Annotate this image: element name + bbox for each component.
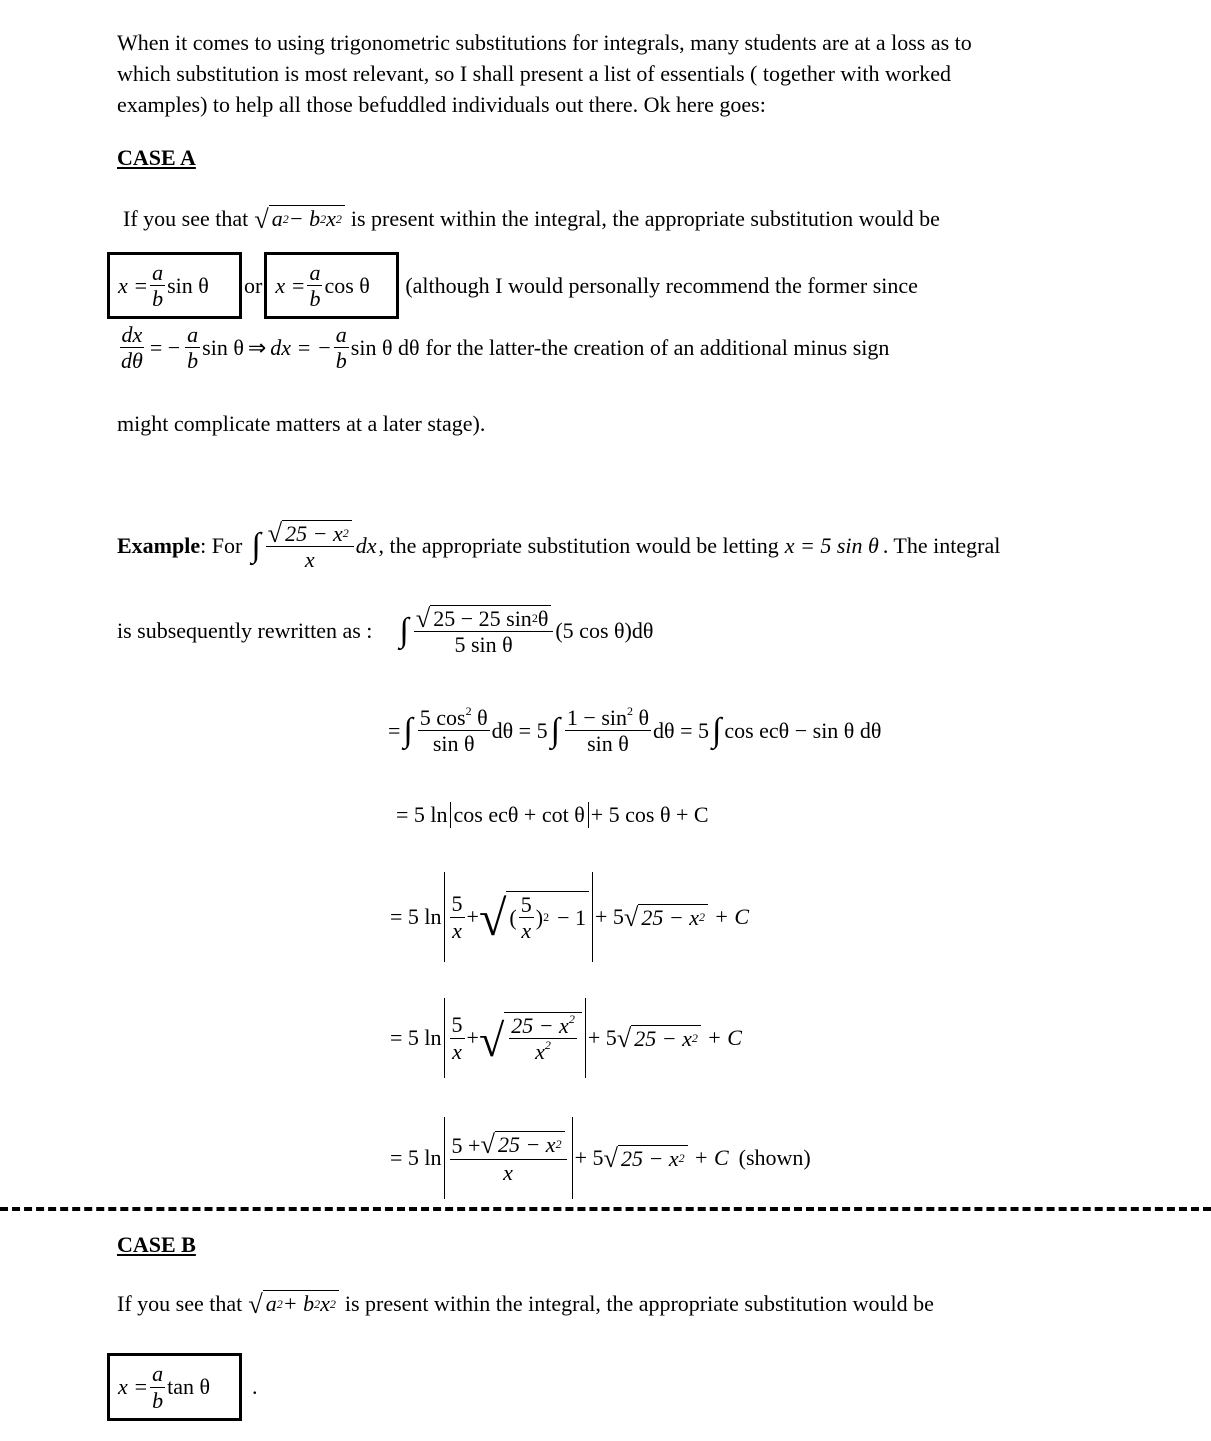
math-text: 2	[276, 1296, 283, 1311]
math-text: + 5	[587, 1025, 617, 1050]
math-text: x	[320, 1291, 330, 1316]
math-fragment: √	[478, 1015, 505, 1067]
math-text: 25 − x	[634, 1025, 692, 1051]
math-fragment	[150, 260, 165, 312]
text: If you see that	[123, 205, 249, 231]
math-fragment: ( $\frac{5}{x}$ ) 2 − 1	[506, 891, 589, 944]
math-text: 25 − x	[641, 904, 700, 930]
math-text: 2	[543, 910, 550, 924]
math-text: a	[335, 322, 347, 347]
math-text: a	[152, 1361, 164, 1387]
math-text: θ	[633, 705, 650, 730]
math-fragment	[263, 1290, 339, 1317]
math-text: θ	[537, 606, 549, 632]
math-text: cos ecθ − sin θ dθ	[724, 717, 882, 743]
math-text: θ	[471, 705, 488, 730]
math-text: + C	[714, 904, 750, 929]
math-text: x = 5 sin θ	[784, 533, 879, 559]
math-text: a	[152, 259, 164, 285]
math-fragment	[418, 705, 490, 757]
math-fragment	[624, 904, 708, 931]
step-line-3	[390, 872, 749, 962]
math-text: 25 − x	[620, 1145, 679, 1171]
math-fragment	[565, 705, 651, 757]
math-text: 2	[699, 910, 706, 924]
math-fragment	[603, 1145, 687, 1172]
math-text: +	[466, 1025, 479, 1050]
math-text: a	[309, 259, 321, 285]
math-fragment	[444, 998, 586, 1078]
math-fragment: √	[616, 1023, 632, 1054]
math-text: cos ecθ + cot θ	[450, 802, 589, 828]
math-text: x	[304, 547, 315, 573]
math-fragment: √	[480, 1129, 495, 1160]
math-text: 2	[544, 1038, 551, 1052]
derivative-line	[117, 322, 889, 374]
case-a-condition	[123, 205, 940, 232]
case-a-substitutions	[107, 252, 918, 319]
math-text: dθ = 5	[491, 717, 548, 743]
math-text: + C	[706, 1025, 742, 1050]
math-text: 5 +	[451, 1133, 481, 1159]
math-text: ∫	[403, 711, 413, 749]
math-text: : For	[200, 533, 243, 559]
math-text: = 5 ln	[390, 904, 442, 929]
math-fragment	[479, 1012, 582, 1065]
math-text: 2	[342, 525, 349, 540]
math-text: 25 − x	[497, 1132, 556, 1158]
math-fragment	[509, 1013, 577, 1039]
math-text: 5	[451, 1012, 463, 1038]
step-line-5	[390, 1117, 811, 1199]
math-text: a	[271, 206, 283, 231]
math-text: =	[388, 717, 401, 743]
text: (although I would personally recommend the former since	[405, 272, 918, 298]
math-text: 1 − sin	[566, 705, 627, 730]
math-text: 2	[314, 1296, 321, 1311]
intro-line: examples) to help all those befuddled individuals out there. Ok here goes:	[117, 92, 766, 117]
math-text: + b	[282, 1291, 315, 1316]
math-fragment	[618, 1145, 688, 1172]
math-text: 2	[678, 1151, 685, 1165]
step-line-1	[388, 705, 881, 757]
math-text: dx	[121, 322, 143, 347]
math-text: x	[535, 1039, 545, 1064]
math-fragment	[444, 872, 593, 962]
math-text: 2	[465, 704, 472, 718]
math-text: ⇒	[247, 334, 267, 360]
math-text: b	[335, 348, 347, 374]
math-text: + 5	[594, 904, 624, 929]
math-text: 25 − x	[511, 1012, 569, 1038]
math-text: If you see that	[117, 1290, 243, 1316]
math-text: ∫	[251, 527, 261, 565]
math-text: ∫	[399, 612, 409, 650]
math-fragment	[533, 1039, 553, 1064]
math-fragment	[519, 892, 534, 944]
math-fragment	[282, 520, 352, 546]
math-text: x =	[118, 1374, 149, 1399]
math-text: + C	[693, 1145, 729, 1170]
math-text: = 5 ln	[390, 1025, 442, 1050]
math-fragment: √	[248, 1288, 263, 1319]
math-text: b	[152, 286, 164, 311]
example-line	[117, 520, 1000, 573]
math-fragment: √	[478, 890, 507, 947]
math-fragment	[414, 605, 554, 632]
math-text: 5 cos	[419, 705, 466, 730]
math-fragment	[150, 1361, 165, 1413]
substitution-box-cos	[264, 252, 399, 319]
math-fragment	[444, 1117, 573, 1199]
math-text: 5	[520, 891, 532, 917]
math-text: b	[187, 348, 199, 374]
math-fragment	[450, 1131, 567, 1185]
step-line-2	[396, 802, 709, 828]
math-text: ∫	[550, 711, 560, 749]
math-text: dθ	[121, 348, 143, 374]
math-text: = 5 ln	[396, 802, 448, 827]
math-text: 2	[282, 211, 289, 226]
math-text: x	[503, 1159, 513, 1185]
math-text: 5	[451, 891, 463, 917]
math-text: = 5 ln	[390, 1145, 442, 1170]
math-text: x	[452, 1038, 462, 1064]
math-text: 2	[335, 211, 342, 226]
math-fragment: √	[254, 203, 269, 234]
math-fragment	[504, 1012, 582, 1065]
math-text: (shown)	[738, 1145, 811, 1170]
math-text: 2	[568, 1011, 575, 1026]
math-text: dθ = 5	[653, 717, 709, 743]
case-a-heading: CASE A	[117, 145, 196, 170]
radical-expression	[248, 1290, 339, 1317]
text: is present within the integral, the appropriate substitution would be	[350, 205, 940, 231]
math-fragment	[638, 904, 708, 931]
math-text: 2	[555, 1137, 562, 1151]
math-fragment	[307, 260, 322, 312]
math-text: x	[452, 917, 462, 943]
step-line-4	[390, 998, 742, 1078]
intro-line: When it comes to using trigonometric substitutions for integrals, many students are at a loss as to	[117, 30, 972, 55]
math-text: 2	[320, 211, 327, 226]
math-text: sin θ	[202, 334, 244, 360]
section-divider	[0, 1207, 1211, 1211]
math-text: 2	[329, 1296, 336, 1311]
math-text: +	[466, 904, 479, 929]
math-fragment: √	[603, 1143, 618, 1174]
radical-expression	[254, 205, 345, 232]
text: or	[244, 272, 263, 298]
math-text: − b	[288, 206, 321, 231]
math-text: is subsequently rewritten as :	[117, 618, 373, 644]
substitution-box-tan	[107, 1353, 242, 1421]
math-fragment	[631, 1025, 701, 1052]
substitution-box-sin	[107, 252, 242, 319]
case-b-heading: CASE B	[117, 1232, 196, 1257]
math-fragment	[266, 520, 354, 573]
intro-line: which substitution is most relevant, so I shall present a list of essentials ( together with worked	[117, 61, 952, 86]
math-text: ∫	[712, 711, 722, 749]
rewrite-line	[117, 605, 653, 658]
math-text: , the appropriate substitution would be letting	[378, 533, 779, 559]
math-fragment	[430, 605, 551, 631]
math-fragment	[450, 1131, 567, 1159]
math-fragment	[269, 205, 345, 232]
math-text: sin θ dθ	[350, 334, 420, 360]
math-text: x =	[275, 272, 306, 298]
math-fragment: √	[623, 902, 639, 933]
math-text: a	[265, 1291, 277, 1316]
math-fragment: √	[415, 603, 431, 633]
math-text: a	[187, 322, 199, 347]
math-fragment	[495, 1131, 565, 1157]
math-fragment	[480, 1129, 564, 1160]
math-fragment	[414, 605, 554, 658]
math-fragment	[185, 322, 200, 374]
math-fragment	[266, 520, 354, 547]
math-text: b	[152, 1387, 164, 1413]
math-text: + 5 cos θ + C	[590, 802, 709, 827]
text: might complicate matters at a later stage).	[117, 411, 486, 436]
math-fragment	[617, 1025, 701, 1052]
math-text: cos θ	[324, 272, 370, 298]
math-text: x =	[118, 272, 149, 298]
math-text: − 1	[557, 904, 586, 930]
math-text: sin θ	[432, 731, 475, 757]
case-b-substitution	[107, 1353, 258, 1421]
math-text: + 5	[574, 1145, 604, 1170]
math-text: 2	[627, 704, 633, 718]
intro-paragraph	[117, 27, 972, 120]
math-text: 25 − 25 sin	[433, 606, 532, 632]
math-text: 2	[531, 610, 538, 625]
math-text: sin θ	[587, 731, 629, 757]
math-text: 5 sin θ	[454, 632, 513, 658]
math-fragment	[119, 322, 145, 374]
math-fragment	[509, 1013, 577, 1065]
math-text: dx = −	[270, 334, 332, 360]
math-text: Example	[117, 533, 201, 559]
math-fragment: √	[267, 518, 283, 548]
math-fragment	[450, 891, 465, 943]
math-text: is present within the integral, the appropriate substitution would be	[344, 1290, 934, 1316]
math-text: dx	[355, 533, 377, 559]
math-text: x	[521, 918, 532, 943]
math-text: tan θ	[167, 1374, 211, 1399]
math-text: = −	[149, 334, 181, 360]
case-b-condition	[117, 1290, 934, 1317]
math-fragment	[450, 1012, 465, 1064]
math-text: for the latter-the creation of an additional minus sign	[425, 334, 890, 360]
math-text: sin θ	[167, 272, 209, 298]
math-fragment	[478, 890, 589, 947]
math-text: .	[252, 1374, 258, 1399]
math-fragment	[565, 705, 651, 731]
math-text: (5 cos θ)dθ	[555, 618, 654, 644]
math-text: 2	[691, 1031, 698, 1045]
math-text: 25 − x	[285, 521, 343, 547]
math-text: x	[326, 206, 336, 231]
math-fragment	[418, 705, 490, 731]
math-fragment	[334, 322, 349, 374]
math-text: b	[309, 286, 321, 311]
math-text: . The integral	[882, 533, 1001, 559]
